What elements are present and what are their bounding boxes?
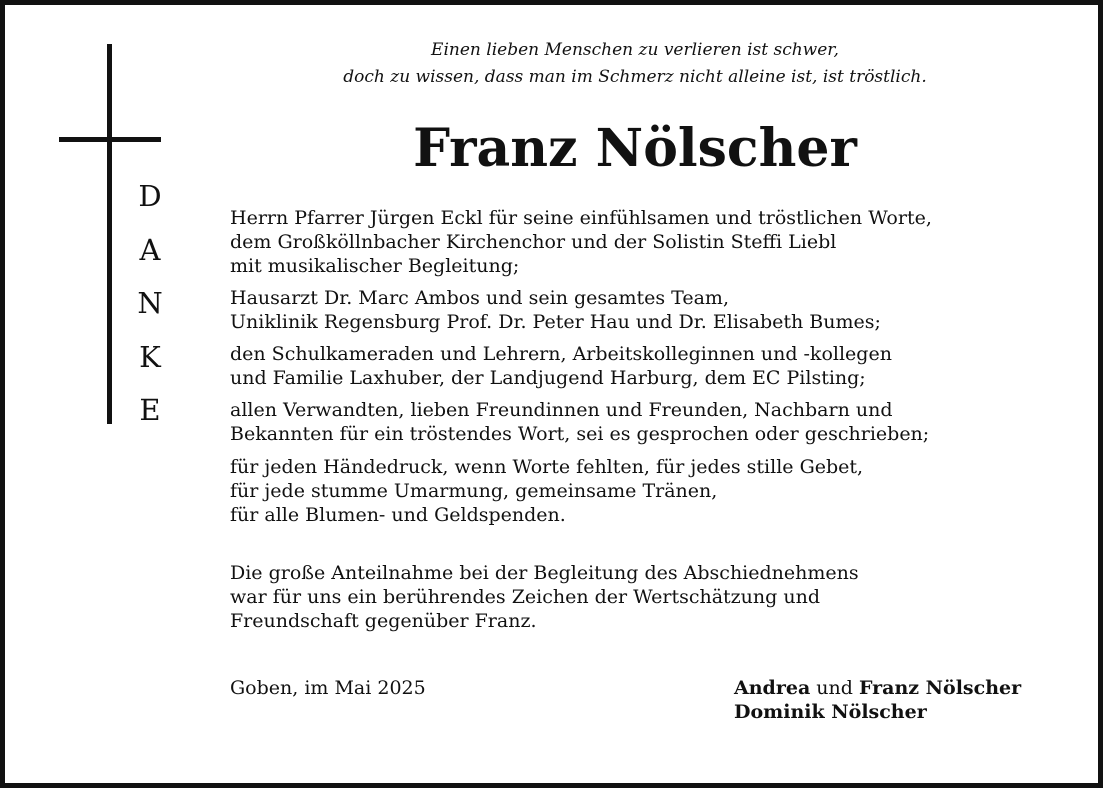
danke-vertical-word — [132, 176, 168, 444]
signature-name-andrea: Andrea — [734, 677, 811, 699]
text-line: Die große Anteilnahme bei der Begleitung des Abschiednehmens — [230, 562, 859, 584]
thanks-paragraph-1 — [230, 206, 1060, 278]
text-line: Herrn Pfarrer Jürgen Eckl für seine einfühlsamen und tröstlichen Worte, — [230, 207, 932, 229]
signature-name-franz: Franz Nölscher — [858, 677, 1022, 699]
text-line: Uniklinik Regensburg Prof. Dr. Peter Hau und Dr. Elisabeth Bumes; — [230, 311, 881, 333]
text-line: für jede stumme Umarmung, gemeinsame Tränen, — [230, 480, 718, 502]
thanks-paragraph-3 — [230, 342, 1060, 390]
text-line: für alle Blumen- und Geldspenden. — [230, 504, 566, 526]
text-line: war für uns ein berührendes Zeichen der Wertschätzung und — [230, 586, 820, 608]
text-line: den Schulkameraden und Lehrern, Arbeitskolleginnen und -kollegen — [230, 343, 892, 365]
text-line: Hausarzt Dr. Marc Ambos und sein gesamtes Team, — [230, 287, 729, 309]
cross-vertical-bar — [107, 44, 112, 424]
danke-letter: D — [138, 179, 162, 213]
signature-line-1 — [734, 676, 1074, 700]
signature-connector: und — [810, 677, 859, 699]
text-line: für jeden Händedruck, wenn Worte fehlten, für jedes stille Gebet, — [230, 456, 864, 478]
cross-horizontal-bar — [59, 137, 161, 142]
danke-letter: E — [139, 393, 161, 427]
place-date-text: Goben, im Mai 2025 — [230, 677, 426, 699]
danke-letter: N — [137, 286, 163, 320]
thanks-paragraph-4 — [230, 398, 1060, 446]
text-line: mit musikalischer Begleitung; — [230, 255, 520, 277]
thanks-paragraph-2 — [230, 286, 1060, 334]
notice-title: Franz Nölscher — [413, 118, 857, 179]
text-line: Bekannten für ein tröstendes Wort, sei es gesprochen oder geschrieben; — [230, 423, 930, 445]
thanks-paragraph-5 — [230, 455, 1060, 527]
signature-line-2: Dominik Nölscher — [734, 701, 927, 723]
text-line: und Familie Laxhuber, der Landjugend Harburg, dem EC Pilsting; — [230, 367, 866, 389]
closing-paragraph — [230, 561, 1060, 633]
quote-line-2: doch zu wissen, dass man im Schmerz nicht alleine ist, ist tröstlich. — [343, 67, 927, 87]
danke-letter: A — [139, 232, 161, 267]
danke-letter: K — [139, 339, 161, 374]
quote-line-1: Einen lieben Menschen zu verlieren ist schwer, — [431, 40, 839, 60]
text-line: dem Großköllnbacher Kirchenchor und der Solistin Steffi Liebl — [230, 231, 837, 253]
place-date — [230, 676, 630, 700]
signature — [734, 676, 1074, 724]
text-line: Freundschaft gegenüber Franz. — [230, 610, 537, 632]
text-line: allen Verwandten, lieben Freundinnen und Freunden, Nachbarn und — [230, 399, 893, 421]
